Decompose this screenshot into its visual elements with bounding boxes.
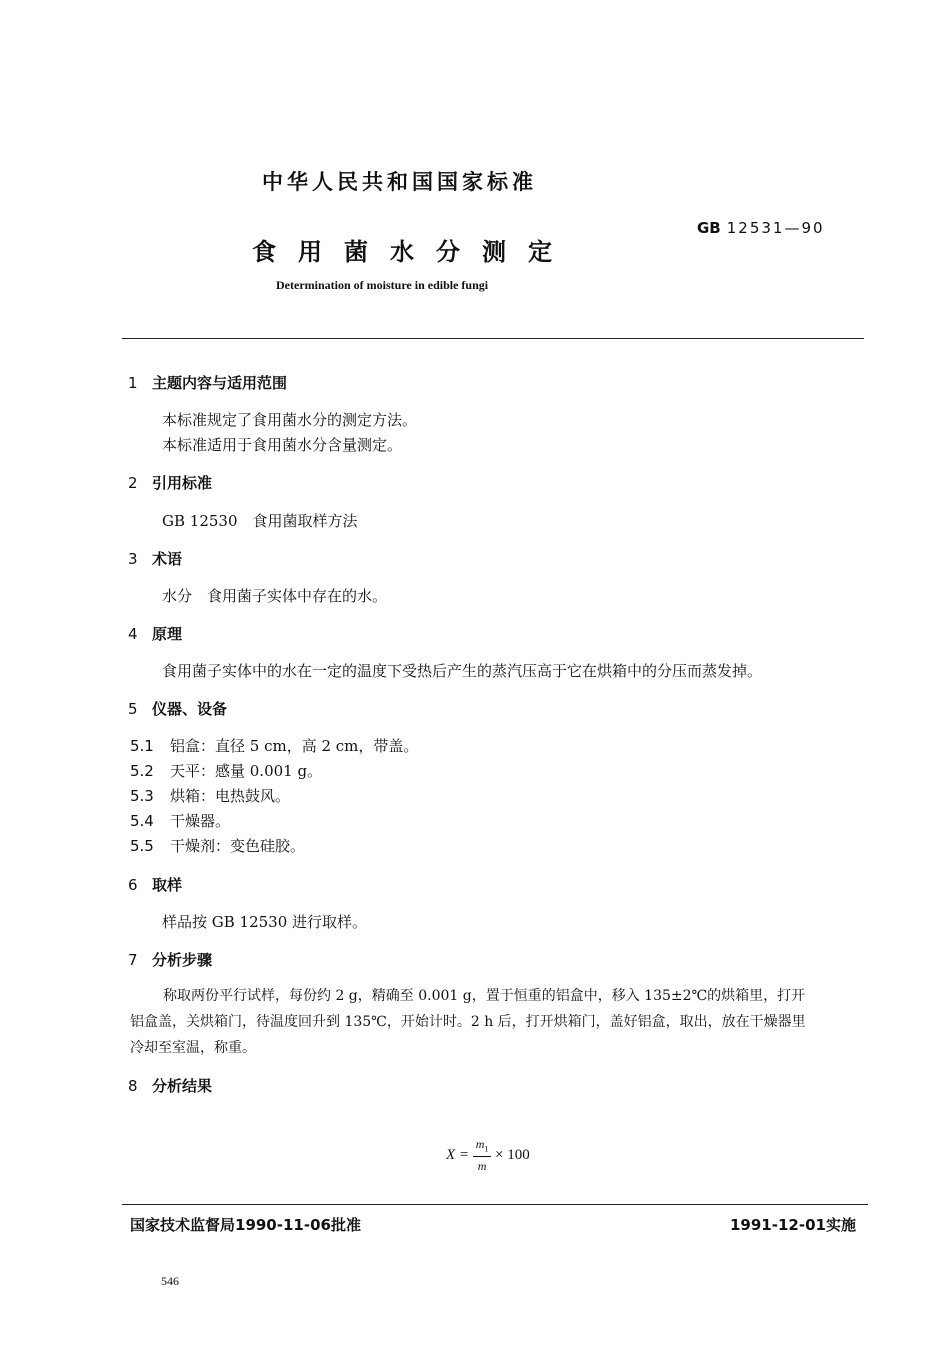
section-3-para-1: 水分 食用菌子实体中存在的水。 [162,587,388,605]
standard-number [697,219,825,237]
equipment-item: 5.2 天平：感量 0.001 g。 [130,762,323,780]
section-2-para-1: GB 12530 食用菌取样方法 [162,512,358,530]
header-divider [122,338,864,339]
moisture-formula [446,1138,530,1172]
section-1-heading: 1 主题内容与适用范围 [128,374,288,392]
section-8-heading: 8 分析结果 [128,1077,213,1095]
equipment-item: 5.3 烘箱：电热鼓风。 [130,787,291,805]
national-standard-heading: 中华人民共和国国家标准 [262,170,537,194]
section-7-line-2: 铝盒盖，关烘箱门，待温度回升到 135℃，开始计时。2 h 后，打开烘箱门，盖好铝盒，取出，放在干燥器里 [130,1014,806,1030]
english-title: Determination of moisture in edible fungi [276,278,489,292]
equipment-item: 5.4 干燥器。 [130,812,231,830]
section-7-line-1: 称取两份平行试样，每份约 2 g，精确至 0.001 g，置于恒重的铝盒中，移入 135±2℃的烘箱里，打开 [163,988,806,1004]
formula-numerator: $m_1$ [475,1137,489,1154]
document-title: 食用菌水分测定 [252,238,574,266]
section-4-para-1: 食用菌子实体中的水在一定的温度下受热后产生的蒸汽压高于它在烘箱中的分压而蒸发掉。 [162,662,763,680]
section-1-para-1: 本标准规定了食用菌水分的测定方法。 [162,411,418,429]
section-6-para-1: 样品按 GB 12530 进行取样。 [162,913,368,931]
formula-rhs: × 100 [495,1146,530,1163]
formula-fraction [473,1138,491,1172]
fraction-bar [473,1156,491,1157]
equipment-item: 5.5 干燥剂：变色硅胶。 [130,837,306,855]
section-6-heading: 6 取样 [128,876,183,894]
footer-divider [122,1204,868,1205]
section-7-heading: 7 分析步骤 [128,951,213,969]
equipment-item: 5.1 铝盒：直径 5 cm，高 2 cm，带盖。 [130,737,419,755]
section-7-line-3: 冷却至室温，称重。 [130,1040,256,1056]
section-4-heading: 4 原理 [128,625,183,643]
section-2-heading: 2 引用标准 [128,474,213,492]
approval-line: 国家技术监督局1990-11-06批准 [130,1216,361,1234]
page-number: 546 [161,1274,179,1288]
formula-lhs: X = [446,1146,470,1163]
formula-denominator: m [477,1159,487,1174]
standard-prefix: GB [697,219,721,237]
implementation-date: 1991-12-01实施 [730,1216,856,1234]
standard-code: 12531—90 [726,219,825,237]
section-1-para-2: 本标准适用于食用菌水分含量测定。 [162,436,403,454]
section-3-heading: 3 术语 [128,550,183,568]
section-5-heading: 5 仪器、设备 [128,700,228,718]
